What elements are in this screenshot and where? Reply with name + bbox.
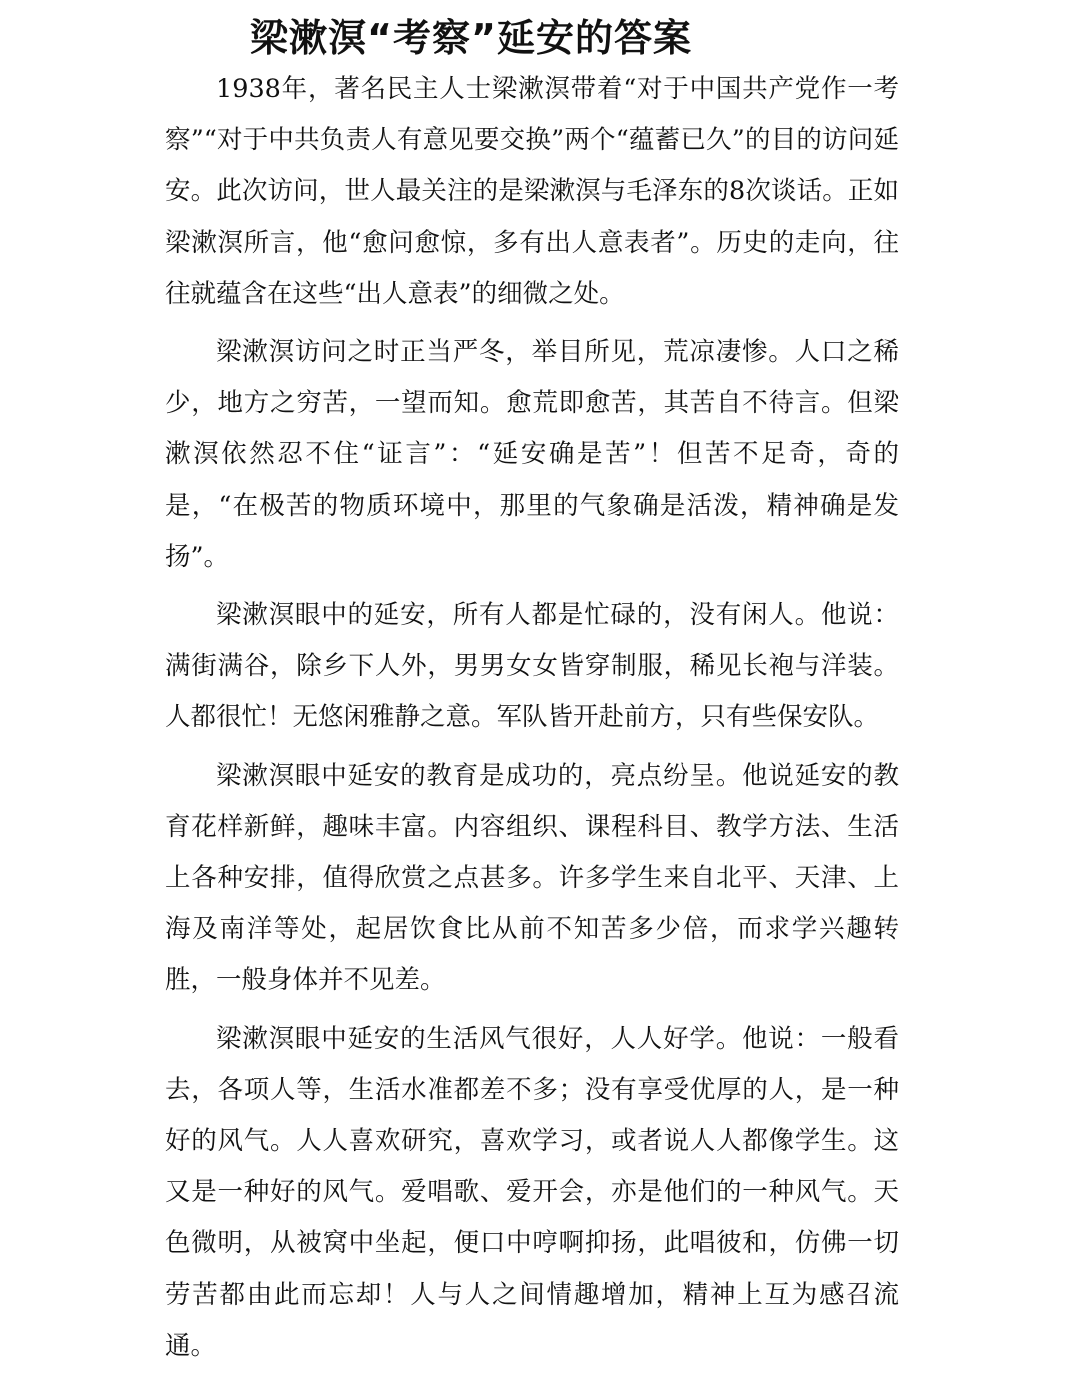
paragraph: 梁漱溟访问之时正当严冬，举目所见，荒凉凄惨。人口之稀少，地方之穷苦，一望而知。愈荒即愈苦，其苦自不待言。但梁漱溟依然忍不住“证言”：“延安确是苦”！但苦不足奇，奇的是，“在极苦的物质环境中，那里的气象确是活泼，精神确是发扬”。: [165, 337, 899, 572]
paragraph: 1938年，著名民主人士梁漱溟带着“对于中国共产党作一考察”“对于中共负责人有意见要交换”两个“蕴蓄已久”的目的访问延安。此次访问，世人最关注的是梁漱溟与毛泽东的8次谈话。正如梁漱溟所言，他“愈问愈惊，多有出人意表者”。历史的走向，往往就蕴含在这些“出人意表”的细微之处。: [165, 74, 899, 309]
article-body: [165, 64, 899, 1379]
paragraph: 梁漱溟眼中的延安，所有人都是忙碌的，没有闲人。他说：满街满谷，除乡下人外，男男女女皆穿制服，稀见长袍与洋装。人都很忙！无悠闲雅静之意。军队皆开赴前方，只有些保安队。: [165, 600, 899, 733]
paragraph: 梁漱溟眼中延安的生活风气很好，人人好学。他说：一般看去，各项人等，生活水准都差不多；没有享受优厚的人，是一种好的风气。人人喜欢研究，喜欢学习，或者说人人都像学生。这又是一种好的风气。爱唱歌、爱开会，亦是他们的一种风气。天色微明，从被窝中坐起，便口中哼啊抑扬，此唱彼和，仿佛一切劳苦都由此而忘却！人与人之间情趣增加，精神上互为感召流通。: [165, 1023, 899, 1361]
paragraph: 梁漱溟眼中延安的教育是成功的，亮点纷呈。他说延安的教育花样新鲜，趣味丰富。内容组织、课程科目、教学方法、生活上各种安排，值得欣赏之点甚多。许多学生来自北平、天津、上海及南洋等处，起居饮食比从前不知苦多少倍，而求学兴趣转胜，一般身体并不见差。: [165, 760, 899, 996]
article-title: 梁漱溟“考察”延安的答案: [250, 16, 692, 60]
